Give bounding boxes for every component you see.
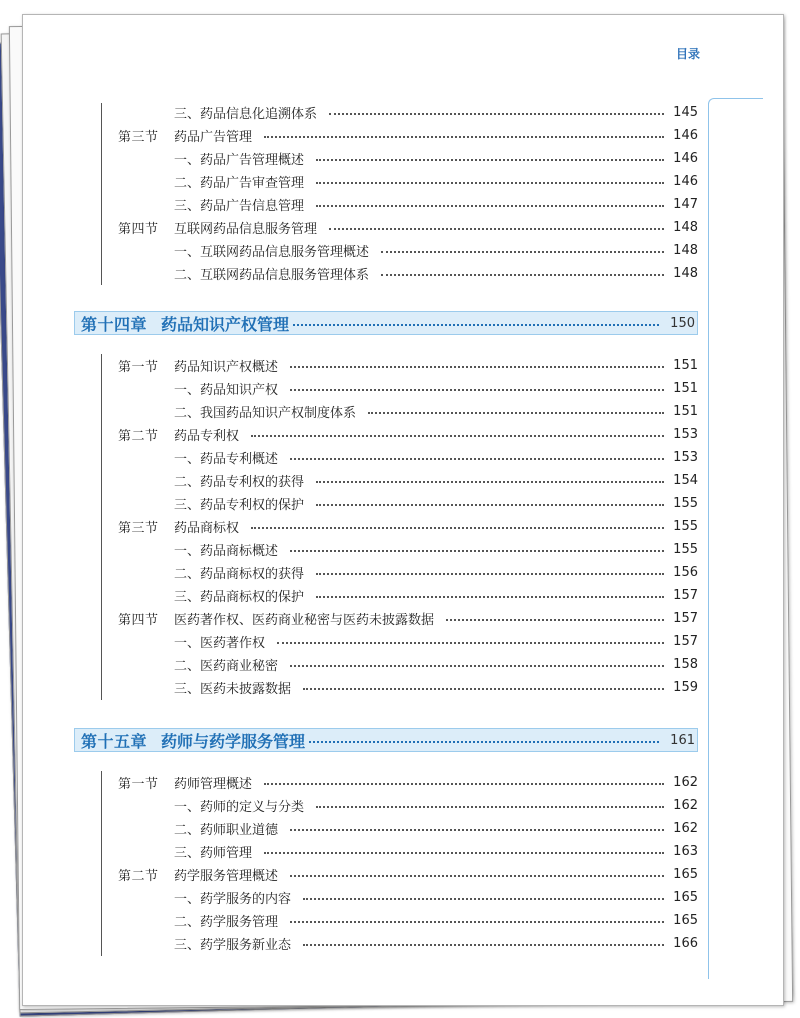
page-number: 157 [673, 587, 698, 603]
section-title: 药品广告管理 [174, 129, 253, 145]
subsection-title: 一、药品商标概述 [174, 543, 279, 559]
chapter-page-number: 161 [670, 732, 695, 748]
subsection-title: 一、互联网药品信息服务管理概述 [174, 244, 370, 260]
section-number: 第四节 [118, 612, 159, 628]
dot-leader [290, 550, 664, 552]
toc-subsection-entry[interactable] [118, 539, 698, 559]
page-number: 165 [673, 866, 698, 882]
subsection-title: 二、药品专利权的获得 [174, 474, 305, 490]
page-number: 146 [673, 173, 698, 189]
subsection-title: 三、药品广告信息管理 [174, 198, 305, 214]
toc-subsection-entry[interactable] [118, 818, 698, 838]
toc-subsection-entry[interactable] [118, 654, 698, 674]
page-number: 162 [673, 820, 698, 836]
toc-subsection-entry[interactable] [118, 493, 698, 513]
page-number: 153 [673, 449, 698, 465]
page-number: 146 [673, 127, 698, 143]
subsection-title: 一、药师的定义与分类 [174, 799, 305, 815]
toc-section-entry[interactable] [118, 608, 698, 628]
toc-subsection-entry[interactable] [118, 447, 698, 467]
section-title: 药品专利权 [174, 428, 240, 444]
page-number: 154 [673, 472, 698, 488]
dot-leader [316, 182, 664, 184]
dot-leader [316, 596, 664, 598]
dot-leader [316, 504, 664, 506]
margin-bracket-decoration [708, 98, 763, 979]
dot-leader [303, 688, 664, 690]
dot-leader [316, 159, 664, 161]
toc-subsection-entry[interactable] [118, 171, 698, 191]
section-number: 第三节 [118, 520, 159, 536]
subsection-title: 一、药品知识产权 [174, 382, 279, 398]
subsection-title: 一、医药著作权 [174, 635, 266, 651]
section-title: 药师管理概述 [174, 776, 253, 792]
chapter-number: 第十四章 [81, 314, 148, 334]
toc-subsection-entry[interactable] [118, 585, 698, 605]
page-number: 151 [673, 380, 698, 396]
toc-section-entry[interactable] [118, 125, 698, 145]
dot-leader [290, 389, 664, 391]
dot-leader [290, 366, 664, 368]
toc-subsection-entry[interactable] [118, 470, 698, 490]
dot-leader [290, 665, 664, 667]
subsection-title: 三、药品商标权的保护 [174, 589, 305, 605]
toc-section-entry[interactable] [118, 217, 698, 237]
subsection-title: 二、医药商业秘密 [174, 658, 279, 674]
toc-subsection-entry[interactable] [118, 887, 698, 907]
dot-leader [303, 944, 664, 946]
subsection-title: 二、我国药品知识产权制度体系 [174, 405, 357, 421]
section-number: 第四节 [118, 221, 159, 237]
dot-leader [251, 435, 664, 437]
section-title: 药品商标权 [174, 520, 240, 536]
page-number: 158 [673, 656, 698, 672]
subsection-title: 二、药师职业道德 [174, 822, 279, 838]
page-number: 165 [673, 912, 698, 928]
toc-subsection-entry[interactable] [118, 910, 698, 930]
subsection-title: 三、药师管理 [174, 845, 253, 861]
dot-leader [329, 228, 664, 230]
subsection-title: 三、药品专利权的保护 [174, 497, 305, 513]
dot-leader [264, 136, 664, 138]
section-number: 第二节 [118, 868, 159, 884]
page-number: 162 [673, 797, 698, 813]
subsection-title: 二、互联网药品信息服务管理体系 [174, 267, 370, 283]
dot-leader [277, 642, 664, 644]
toc-section-entry[interactable] [118, 772, 698, 792]
page-number: 157 [673, 633, 698, 649]
chapter-page-number: 150 [670, 315, 695, 331]
toc-subsection-entry[interactable] [118, 841, 698, 861]
toc-subsection-entry[interactable] [118, 401, 698, 421]
toc-subsection-entry[interactable] [118, 240, 698, 260]
toc-section-entry[interactable] [118, 516, 698, 536]
subsection-title: 一、药学服务的内容 [174, 891, 292, 907]
dot-leader [309, 741, 659, 743]
subsection-title: 三、药品信息化追溯体系 [174, 106, 318, 122]
section-number: 第二节 [118, 428, 159, 444]
dot-leader [264, 852, 664, 854]
dot-leader [251, 527, 664, 529]
toc-subsection-entry[interactable] [118, 933, 698, 953]
page-header-label: 目录 [676, 47, 701, 61]
dot-leader [290, 458, 664, 460]
dot-leader [316, 481, 664, 483]
page-number: 157 [673, 610, 698, 626]
section-number: 第一节 [118, 359, 159, 375]
page-number: 159 [673, 679, 698, 695]
dot-leader [293, 324, 659, 326]
subsection-title: 二、药品广告审查管理 [174, 175, 305, 191]
dot-leader [290, 875, 664, 877]
group-vertical-rule [101, 103, 102, 285]
dot-leader [446, 619, 664, 621]
dot-leader [381, 274, 664, 276]
page-number: 148 [673, 219, 698, 235]
page-number: 148 [673, 265, 698, 281]
page-number: 155 [673, 518, 698, 534]
page-number: 146 [673, 150, 698, 166]
page-number: 148 [673, 242, 698, 258]
toc-section-entry[interactable] [118, 864, 698, 884]
dot-leader [290, 921, 664, 923]
dot-leader [303, 898, 664, 900]
page-number: 166 [673, 935, 698, 951]
dot-leader [264, 783, 664, 785]
page-number: 162 [673, 774, 698, 790]
section-title: 互联网药品信息服务管理 [174, 221, 318, 237]
subsection-title: 一、药品广告管理概述 [174, 152, 305, 168]
toc-subsection-entry[interactable] [118, 631, 698, 651]
page-number: 156 [673, 564, 698, 580]
subsection-title: 二、药品商标权的获得 [174, 566, 305, 582]
toc-section-entry[interactable] [118, 424, 698, 444]
section-number: 第三节 [118, 129, 159, 145]
page-number: 151 [673, 357, 698, 373]
section-title: 药学服务管理概述 [174, 868, 279, 884]
group-vertical-rule [101, 354, 102, 700]
chapter-title: 药师与药学服务管理 [161, 731, 306, 751]
page-number: 151 [673, 403, 698, 419]
subsection-title: 二、药学服务管理 [174, 914, 279, 930]
subsection-title: 三、医药未披露数据 [174, 681, 292, 697]
toc-subsection-entry[interactable] [118, 378, 698, 398]
page-number: 163 [673, 843, 698, 859]
dot-leader [316, 205, 664, 207]
dot-leader [316, 573, 664, 575]
chapter-heading[interactable] [74, 311, 698, 335]
page-number: 153 [673, 426, 698, 442]
page-number: 147 [673, 196, 698, 212]
page-number: 155 [673, 495, 698, 511]
subsection-title: 一、药品专利概述 [174, 451, 279, 467]
toc-subsection-entry[interactable] [118, 562, 698, 582]
section-number: 第一节 [118, 776, 159, 792]
section-title: 药品知识产权概述 [174, 359, 279, 375]
section-title: 医药著作权、医药商业秘密与医药未披露数据 [174, 612, 435, 628]
toc-subsection-entry[interactable] [118, 263, 698, 283]
chapter-number: 第十五章 [81, 731, 148, 751]
dot-leader [316, 806, 664, 808]
page-number: 155 [673, 541, 698, 557]
toc-subsection-entry[interactable] [118, 148, 698, 168]
dot-leader [290, 829, 664, 831]
toc-subsection-entry[interactable] [118, 795, 698, 815]
dot-leader [368, 412, 664, 414]
group-vertical-rule [101, 771, 102, 956]
subsection-title: 三、药学服务新业态 [174, 937, 292, 953]
page-number: 165 [673, 889, 698, 905]
chapter-title: 药品知识产权管理 [161, 314, 290, 334]
toc-subsection-entry[interactable] [118, 194, 698, 214]
dot-leader [329, 113, 664, 115]
toc-subsection-entry[interactable] [118, 677, 698, 697]
chapter-heading[interactable] [74, 728, 698, 752]
toc-subsection-entry[interactable] [118, 102, 698, 122]
toc-section-entry[interactable] [118, 355, 698, 375]
dot-leader [381, 251, 664, 253]
page-number: 145 [673, 104, 698, 120]
